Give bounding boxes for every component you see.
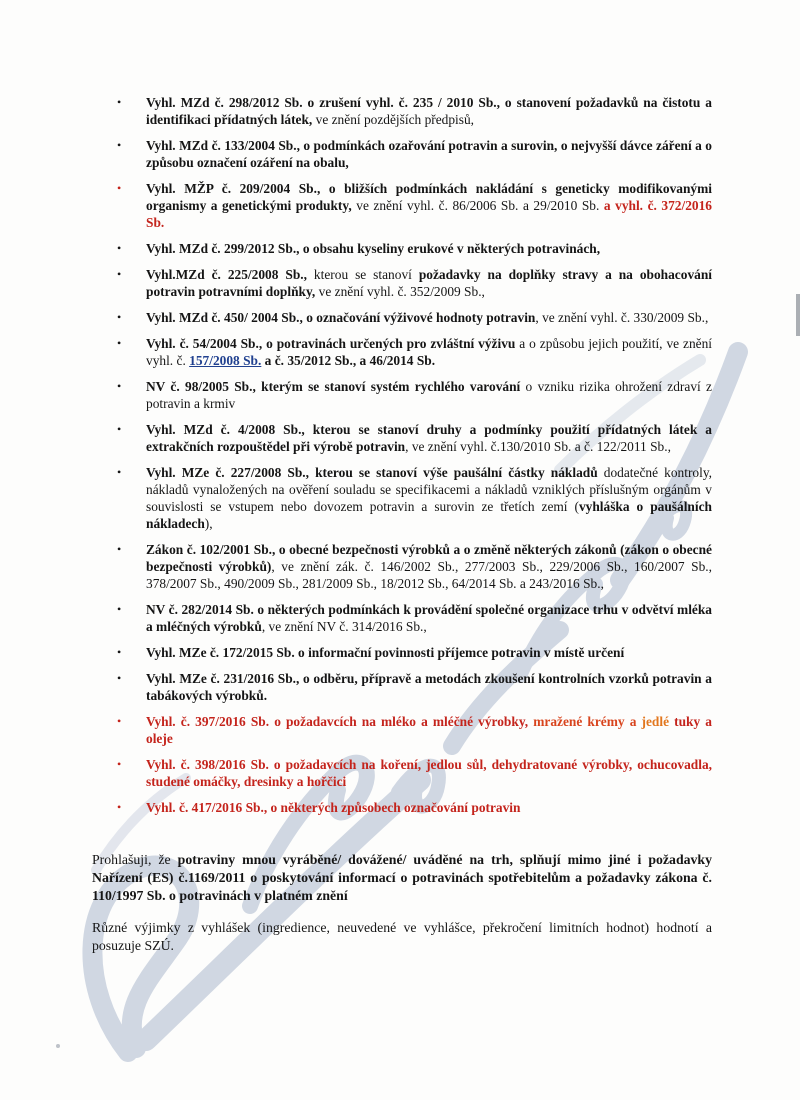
bullet-icon: • xyxy=(117,310,122,324)
list-item-text xyxy=(146,644,712,661)
list-item-text xyxy=(146,378,712,412)
text-segment: , ve znění vyhl. č. 330/2009 Sb., xyxy=(535,310,709,325)
list-item xyxy=(117,644,712,661)
list-item-text xyxy=(146,137,712,171)
text-segment: Vyhl. MZd č. 298/2012 Sb. o zrušení vyhl. č. 235 / 2010 Sb., o stanovení požadavků na čistotu a identifikaci přídatných látek, xyxy=(146,95,712,127)
text-segment: požadavky na doplňky stravy a na obohacování potravin potravními doplňky, xyxy=(146,267,713,299)
closing-paragraphs xyxy=(0,825,800,955)
list-item-text xyxy=(146,335,712,369)
text-segment: Vyhl. MZe č. 172/2015 Sb. o informační povinnosti příjemce potravin v místě určení xyxy=(146,645,625,660)
list-item xyxy=(117,94,712,128)
text-segment: jedlé xyxy=(636,714,670,729)
text-segment: mražené krémy a xyxy=(528,714,637,729)
text-segment: kterou se stanoví xyxy=(306,267,419,282)
text-segment: Různé výjimky z vyhlášek (ingredience, neuvedené ve vyhlášce, překročení limitních hodnot) hodnotí a posuzuje SZÚ. xyxy=(92,920,712,953)
list-item xyxy=(117,137,712,171)
bullet-icon: • xyxy=(117,714,122,728)
exceptions-paragraph xyxy=(92,919,712,955)
list-item xyxy=(117,309,712,326)
list-item-text xyxy=(146,240,712,257)
bullet-icon: • xyxy=(117,645,122,659)
scan-edge-artifact xyxy=(796,294,800,336)
text-segment: Vyhl. MZe č. 231/2016 Sb., o odběru, přípravě a metodách zkoušení kontrolních vzorků potravin a tabákových výrobků. xyxy=(146,671,712,703)
text-segment: Zákon č. 102/2001 Sb., o obecné bezpečnosti výrobků a o změně některých zákonů (zákon o obecné bezpečnosti výrobků) xyxy=(146,542,712,574)
text-segment: Prohlašuji, že xyxy=(92,852,178,867)
text-segment: , ve znění NV č. 314/2016 Sb., xyxy=(261,619,427,634)
text-segment: Vyhl. MZd č. 133/2004 Sb., o podmínkách ozařování potravin a surovin, o nejvyšší dávce záření a o způsobu označení ozáření na obalu, xyxy=(146,138,712,170)
text-segment: o vzniku rizika ohrožení zdraví z potravin a krmiv xyxy=(146,379,712,411)
text-segment: , ve znění zák. č. 146/2002 Sb., 277/2003 Sb., 229/2006 Sb., 160/2007 Sb., 378/2007 Sb., 490/2009 Sb., 281/2009 Sb., 18/2012 Sb., 64/2014 Sb. a 243/2016 Sb., xyxy=(146,559,712,591)
list-item xyxy=(117,421,712,455)
list-item xyxy=(117,266,712,300)
list-item xyxy=(117,799,712,816)
text-segment: Vyhl. MZd č. 4/2008 Sb., kterou se stanoví druhy a podmínky použití přídatných látek a extrakčních rozpouštědel při výrobě potravin xyxy=(146,422,712,454)
list-item xyxy=(117,240,712,257)
text-segment: vyhláška o paušálních nákladech xyxy=(146,499,712,531)
text-segment: Vyhl. MŽP č. 209/2004 Sb., o bližších podmínkách nakládání s geneticky modifikovanými organismy a genetickými produkty, xyxy=(146,181,712,213)
list-item xyxy=(117,670,712,704)
text-segment: ve znění pozdějších předpisů, xyxy=(312,112,475,127)
text-segment: a vyhl. č. 372/2016 Sb. xyxy=(146,198,712,230)
bullet-icon: • xyxy=(117,267,122,281)
list-item xyxy=(117,713,712,747)
text-segment: tuky a oleje xyxy=(146,714,712,746)
list-item-text xyxy=(146,266,712,300)
list-item xyxy=(117,180,712,231)
text-segment: NV č. 282/2014 Sb. o některých podmínkách k provádění společné organizace trhu v odvětví mléka a mléčných výrobků xyxy=(146,602,712,634)
text-segment: Vyhl. č. 397/2016 Sb. o požadavcích na mléko a mléčné výrobky, xyxy=(146,714,529,729)
text-segment: Vyhl. MZd č. 299/2012 Sb., o obsahu kyseliny erukové v některých potravinách, xyxy=(146,241,601,256)
list-item-text xyxy=(146,541,712,592)
list-item xyxy=(117,464,712,532)
list-item-text xyxy=(146,756,712,790)
bullet-icon: • xyxy=(117,757,122,771)
text-segment: Vyhl.MZd č. 225/2008 Sb., xyxy=(146,267,307,282)
bullet-icon: • xyxy=(117,800,122,814)
list-item-text xyxy=(146,94,712,128)
list-item-text xyxy=(146,180,712,231)
text-segment: potraviny mnou vyráběné/ dovážené/ uváděné na trh, splňují mimo jiné i požadavky Nařízení (ES) č.1169/2011 o poskytování informací o potravinách spotřebitelům a požadavky zákona č. 110/1997 Sb. o potravinách v platném znění xyxy=(92,852,712,903)
text-segment: Vyhl. MZe č. 227/2008 Sb., kterou se stanoví výše paušální částky nákladů xyxy=(146,465,598,480)
scan-dot-artifact xyxy=(56,1044,60,1048)
list-item xyxy=(117,756,712,790)
list-item-text xyxy=(146,670,712,704)
bullet-icon: • xyxy=(117,138,122,152)
list-item-text xyxy=(146,309,712,326)
text-segment: Vyhl. č. 417/2016 Sb., o některých způsobech označování potravin xyxy=(146,800,521,815)
bullet-icon: • xyxy=(117,542,122,556)
list-item-text xyxy=(146,713,712,747)
text-segment: ve znění vyhl. č. 352/2009 Sb., xyxy=(315,284,485,299)
text-segment: NV č. 98/2005 Sb., kterým se stanoví systém rychlého varování xyxy=(146,379,521,394)
list-item xyxy=(117,378,712,412)
list-item xyxy=(117,541,712,592)
text-segment: a č. 35/2012 Sb., a 46/2014 Sb. xyxy=(261,353,436,368)
text-segment: dodatečné kontroly, nákladů vynaložených na ověření souladu se specifikacemi a nákladů vzniklých příslušným orgánům v souvislosti se vstupem nebo dovozem potravin a surovin ze třetích zemí ( xyxy=(146,465,712,514)
bullet-icon: • xyxy=(117,602,122,616)
bullet-icon: • xyxy=(117,422,122,436)
text-segment: ), xyxy=(204,516,213,531)
list-item-text xyxy=(146,421,712,455)
text-segment: Vyhl. č. 54/2004 Sb., o potravinách určených pro zvláštní výživu xyxy=(146,336,516,351)
list-item-text xyxy=(146,799,712,816)
bullet-icon: • xyxy=(117,379,122,393)
declaration-paragraph xyxy=(92,851,712,905)
text-segment: a o způsobu jejich použití, ve znění vyhl. č. xyxy=(146,336,713,368)
list-item xyxy=(117,335,712,369)
bullet-icon: • xyxy=(117,241,122,255)
text-segment: ve znění vyhl. č. 86/2006 Sb. a 29/2010 Sb. xyxy=(351,198,604,213)
list-item-text xyxy=(146,464,712,532)
text-segment: Vyhl. MZd č. 450/ 2004 Sb., o označování výživové hodnoty potravin xyxy=(146,310,536,325)
hyperlink-157-2008-sb[interactable]: 157/2008 Sb. xyxy=(189,353,262,368)
bullet-icon: • xyxy=(117,465,122,479)
bullet-icon: • xyxy=(117,181,122,195)
list-item-text xyxy=(146,601,712,635)
text-segment: Vyhl. č. 398/2016 Sb. o požadavcích na koření, jedlou sůl, dehydratované výrobky, ochucovadla, studené omáčky, dresinky a hořčici xyxy=(146,757,712,789)
list-item xyxy=(117,601,712,635)
bullet-icon: • xyxy=(117,95,122,109)
bullet-icon: • xyxy=(117,336,122,350)
text-segment: , ve znění vyhl. č.130/2010 Sb. a č. 122/2011 Sb., xyxy=(405,439,671,454)
bullet-icon: • xyxy=(117,671,122,685)
